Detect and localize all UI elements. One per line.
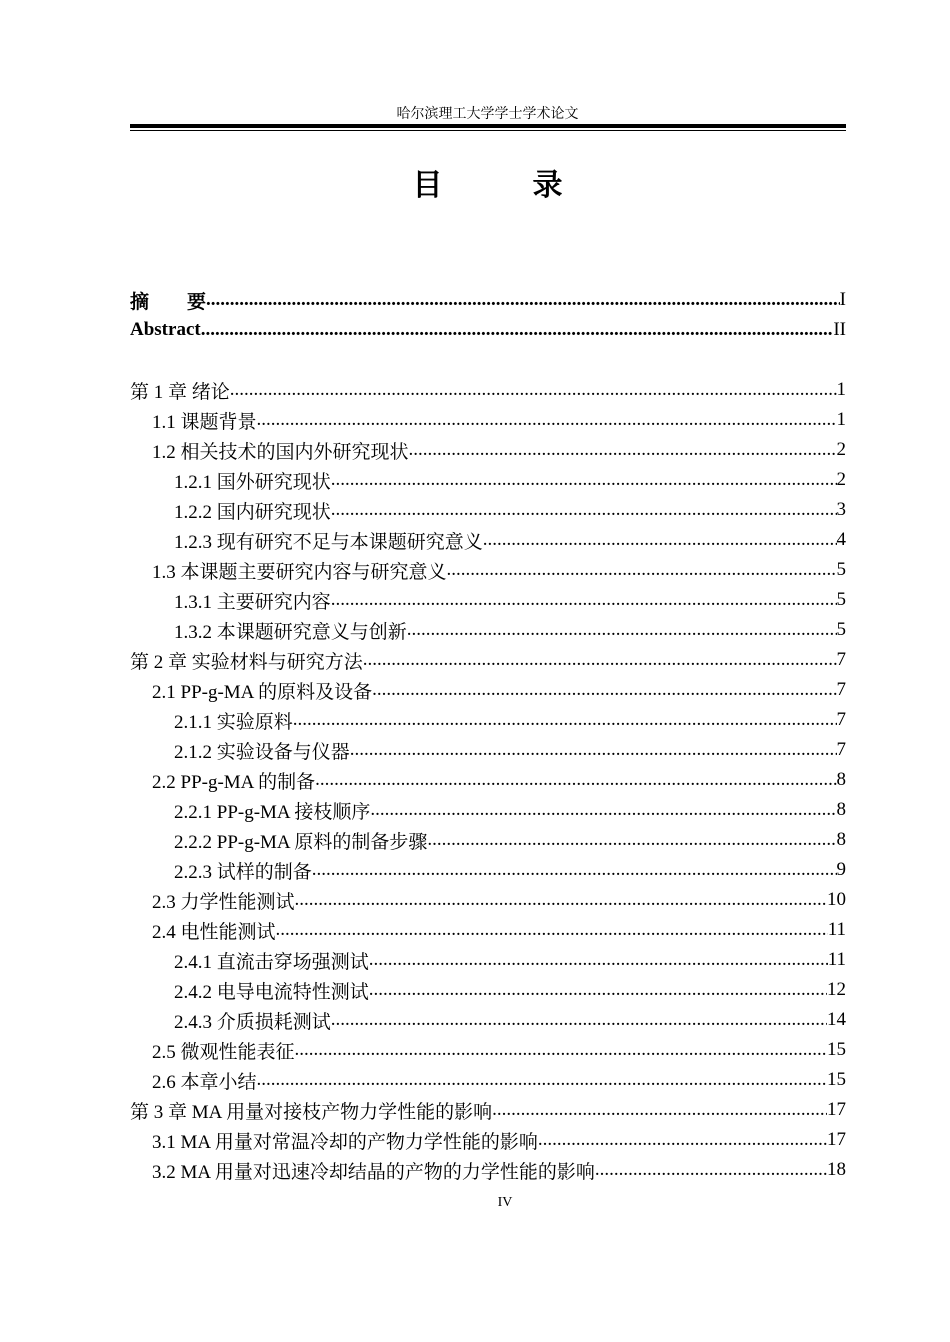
toc-entry-page: 1 [836,379,846,400]
toc-entry-page: 7 [836,709,846,730]
toc-entry-abstract-cn[interactable] [130,285,846,315]
toc-entry-subsection[interactable] [130,705,846,735]
toc-entry-page: 17 [827,1099,846,1120]
toc-entry-title: 2.2.1 PP-g-MA 接枝顺序 [174,801,371,823]
dot-leader [276,915,828,945]
dot-leader [331,495,837,525]
toc-entry-title: 1.2.3 现有研究不足与本课题研究意义 [174,531,483,553]
toc-entry-title: 2.4.3 介质损耗测试 [174,1011,331,1033]
toc-entry-title: 2.4.2 电导电流特性测试 [174,981,369,1003]
toc-entry-subsection[interactable] [130,945,846,975]
dot-leader [538,1125,827,1155]
toc-entry-page: 2 [836,469,846,490]
toc-entry-subsection[interactable] [130,735,846,765]
toc-entry-title: Abstract [130,319,201,340]
dot-leader [407,615,837,645]
dot-leader [315,765,836,795]
dot-leader [372,675,836,705]
toc-entry-section[interactable] [130,765,846,795]
toc-entry-title: 2.2.3 试样的制备 [174,861,312,883]
header-rule-thick [130,124,846,128]
toc-entry-chapter[interactable] [130,375,846,405]
toc-entry-section[interactable] [130,1155,846,1185]
toc-entry-title: 2.2 PP-g-MA 的制备 [152,771,316,793]
dot-leader [350,735,837,765]
toc-entry-page: 11 [827,949,846,970]
toc-entry-title: 3.1 MA 用量对常温冷却的产物力学性能的影响 [152,1131,538,1153]
toc-entry-title: 第 1 章 绪论 [130,381,230,403]
dot-leader [230,375,837,405]
dot-leader [370,795,836,825]
dot-leader [206,285,840,315]
toc-entry-subsection[interactable] [130,855,846,885]
toc-entry-page: 5 [836,589,846,610]
toc-entry-title: 摘 要 [130,291,207,313]
dot-leader [295,1035,827,1065]
toc-entry-page: 8 [836,799,846,820]
toc-entry-page: 8 [836,829,846,850]
dot-leader [331,465,837,495]
dot-leader [257,1065,827,1095]
toc-entry-page: 5 [836,619,846,640]
toc-entry-subsection[interactable] [130,615,846,645]
dot-leader [293,705,837,735]
toc-entry-page: 2 [836,439,846,460]
toc-entry-title: 2.1 PP-g-MA 的原料及设备 [152,681,373,703]
dot-leader [363,645,837,675]
toc-entry-title: 第 2 章 实验材料与研究方法 [130,651,363,673]
dot-leader [369,945,828,975]
dot-leader [201,315,834,345]
toc-entry-section[interactable] [130,1065,846,1095]
toc-entry-subsection[interactable] [130,585,846,615]
toc-entry-subsection[interactable] [130,975,846,1005]
toc-entry-page: 7 [836,679,846,700]
toc-entry-page: 12 [827,979,846,1000]
toc-entry-section[interactable] [130,675,846,705]
dot-leader [312,855,837,885]
toc-entry-page: 15 [827,1039,846,1060]
toc-entry-page: II [833,319,846,340]
toc-entry-page: 11 [827,919,846,940]
toc-entry-title: 1.1 课题背景 [152,411,257,433]
toc-entry-abstract-en[interactable] [130,315,846,345]
toc-entry-chapter[interactable] [130,1095,846,1125]
toc-entry-title: 1.2.1 国外研究现状 [174,471,331,493]
toc-entry-page: 1 [836,409,846,430]
running-header: 哈尔滨理工大学学士学术论文 [396,107,579,122]
toc-entry-title: 2.4 电性能测试 [152,921,276,943]
toc-entry-chapter[interactable] [130,645,846,675]
dot-leader [331,585,837,615]
toc-entry-section[interactable] [130,435,846,465]
toc-entry-page: 15 [827,1069,846,1090]
dot-leader [409,435,837,465]
dot-leader [257,405,837,435]
toc-entry-page: 17 [827,1129,846,1150]
toc-entry-page: 7 [836,649,846,670]
header-rule-thin [130,130,846,131]
toc-entry-subsection[interactable] [130,1005,846,1035]
toc-entry-page: 8 [836,769,846,790]
toc-entry-page: 4 [836,529,846,550]
dot-leader [427,825,836,855]
toc-entry-page: I [839,289,846,310]
toc-entry-title: 2.3 力学性能测试 [152,891,295,913]
toc-entry-title: 2.5 微观性能表征 [152,1041,295,1063]
toc-entry-subsection[interactable] [130,465,846,495]
dot-leader [447,555,837,585]
toc-entry-subsection[interactable] [130,495,846,525]
toc-entry-title: 2.1.2 实验设备与仪器 [174,741,350,763]
toc-entry-section[interactable] [130,405,846,435]
toc-entry-page: 5 [836,559,846,580]
toc-entry-subsection[interactable] [130,795,846,825]
toc-entry-section[interactable] [130,1035,846,1065]
toc-entry-subsection[interactable] [130,825,846,855]
dot-leader [295,885,827,915]
toc-entry-section[interactable] [130,555,846,585]
toc-entry-page: 14 [827,1009,846,1030]
toc-entry-title: 3.2 MA 用量对迅速冷却结晶的产物的力学性能的影响 [152,1161,595,1183]
toc-entry-title: 2.4.1 直流击穿场强测试 [174,951,369,973]
toc-entry-page: 7 [836,739,846,760]
toc-entry-page: 10 [827,889,846,910]
toc-entry-section[interactable] [130,885,846,915]
toc-entry-title: 2.1.1 实验原料 [174,711,293,733]
page-number: IV [497,1195,513,1210]
toc-entry-title: 1.2 相关技术的国内外研究现状 [152,441,409,463]
toc-entry-subsection[interactable] [130,525,846,555]
toc-entry-title: 1.3.1 主要研究内容 [174,591,331,613]
dot-leader [492,1095,827,1125]
dot-leader [369,975,827,1005]
dot-leader [331,1005,827,1035]
toc-title: 目 录 [412,168,593,203]
toc-entry-page: 3 [836,499,846,520]
toc-entry-page: 9 [836,859,846,880]
toc-entry-title: 1.3 本课题主要研究内容与研究意义 [152,561,447,583]
dot-leader [483,525,837,555]
toc-entry-title: 2.6 本章小结 [152,1071,257,1093]
toc-entry-section[interactable] [130,1125,846,1155]
toc-entry-title: 1.2.2 国内研究现状 [174,501,331,523]
toc-entry-title: 1.3.2 本课题研究意义与创新 [174,621,407,643]
toc-entry-page: 18 [827,1159,846,1180]
toc-entry-title: 2.2.2 PP-g-MA 原料的制备步骤 [174,831,428,853]
toc-entry-title: 第 3 章 MA 用量对接枝产物力学性能的影响 [130,1101,493,1123]
toc-entry-section[interactable] [130,915,846,945]
dot-leader [595,1155,827,1185]
